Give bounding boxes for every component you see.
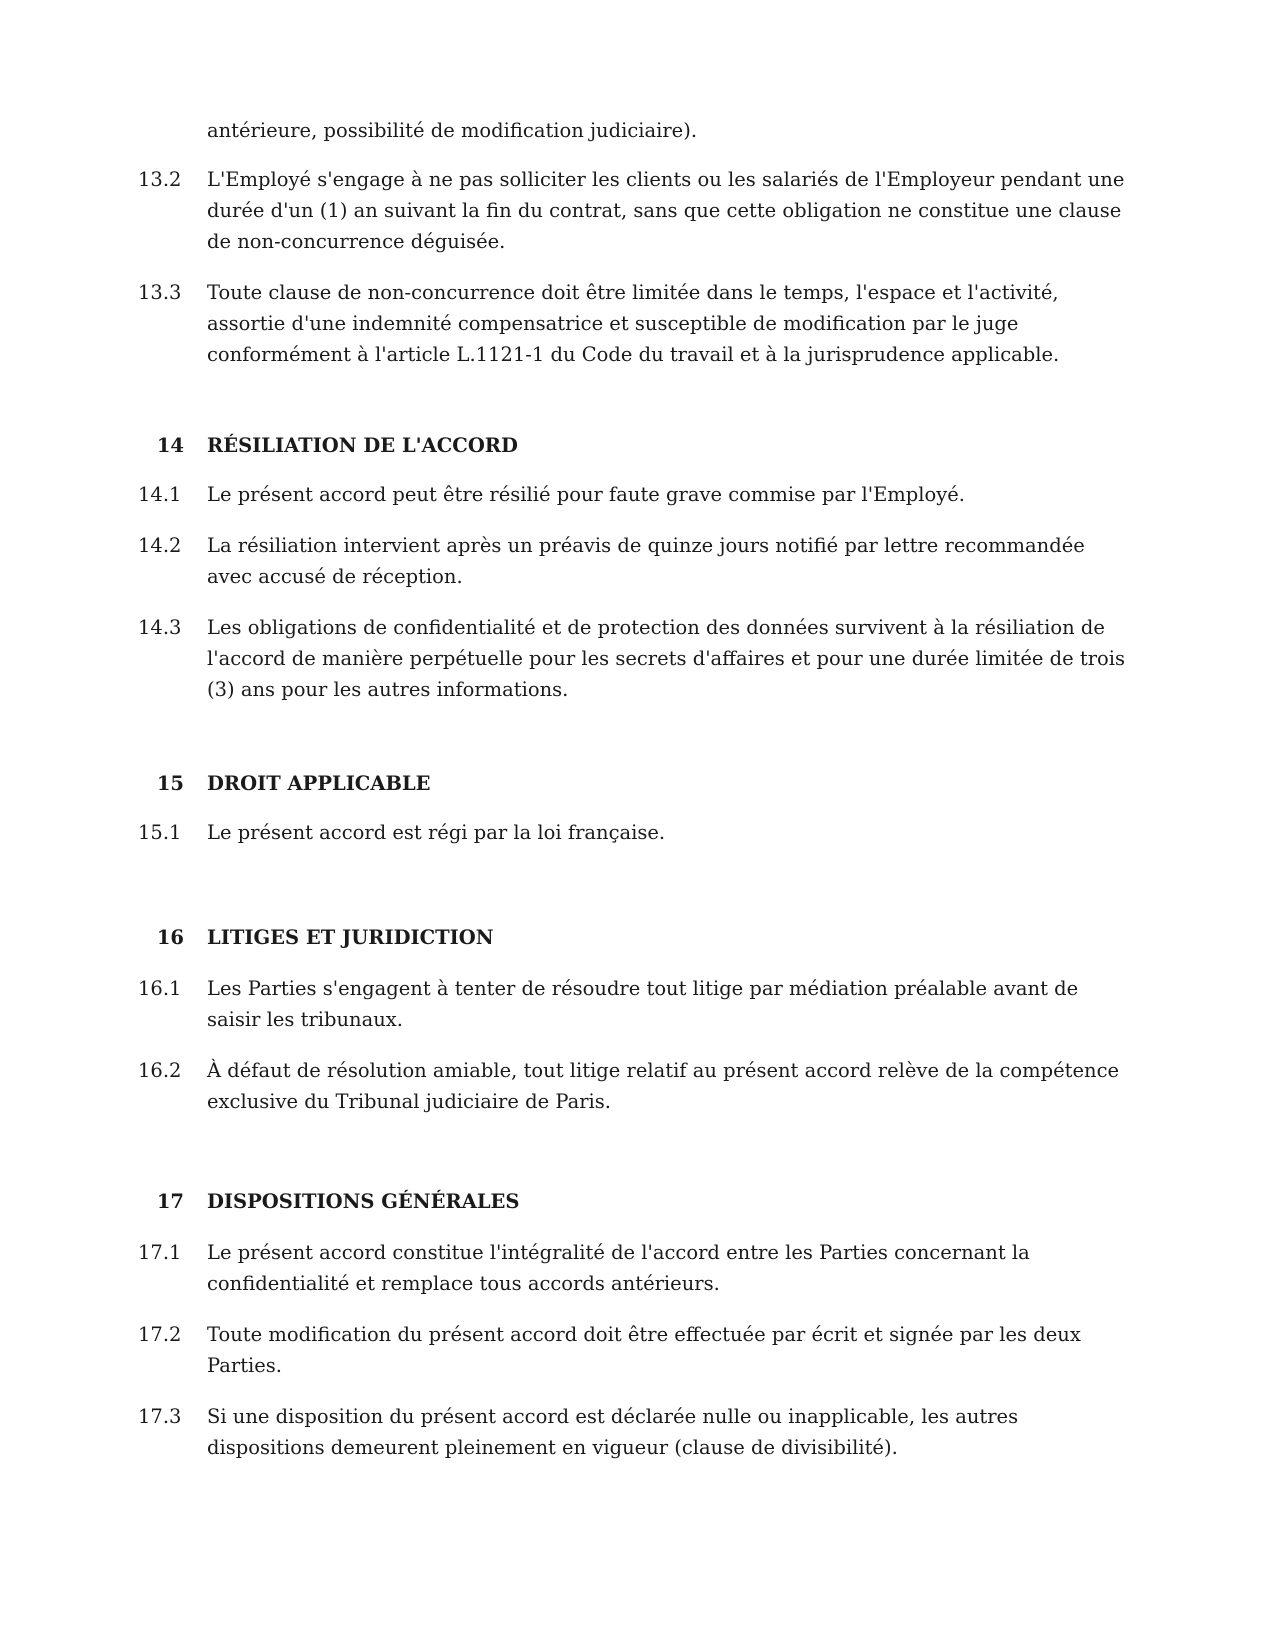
clause-text: Le présent accord est régi par la loi française. (207, 821, 666, 844)
clause-text: Le présent accord constitue l'intégralité de l'accord entre les Parties concernant la confidentialité et remplace tous accords antérieurs. (207, 1241, 1030, 1295)
section-title: DROIT APPLICABLE (207, 772, 431, 795)
section-number: 17 (156, 1190, 184, 1213)
clause-text: Toute modification du présent accord doit être effectuée par écrit et signée par les deux Parties. (207, 1323, 1081, 1377)
clause-number: 13.2 (138, 168, 182, 191)
section-number: 16 (156, 926, 184, 949)
clause-text: L'Employé s'engage à ne pas solliciter les clients ou les salariés de l'Employeur pendant une durée d'un (1) an suivant la fin du contrat, sans que cette obligation ne constitue une clause de non-concurrence déguisée. (207, 168, 1125, 253)
clause-number: 14.2 (138, 534, 182, 557)
section-title: RÉSILIATION DE L'ACCORD (207, 434, 518, 457)
section-title: DISPOSITIONS GÉNÉRALES (207, 1190, 520, 1213)
clause-text: Toute clause de non-concurrence doit être limitée dans le temps, l'espace et l'activité, assortie d'une indemnité compensatrice et susceptible de modification par le juge conformément à l'article L.1121-1 du Code du travail et à la jurisprudence applicable. (207, 281, 1060, 366)
clause-number: 14.1 (138, 483, 182, 506)
clause-number: 14.3 (138, 616, 182, 639)
clause-number: 17.2 (138, 1323, 182, 1346)
clause-text: Le présent accord peut être résilié pour faute grave commise par l'Employé. (207, 483, 966, 506)
clause-number: 15.1 (138, 821, 182, 844)
clause-text: La résiliation intervient après un préavis de quinze jours notifié par lettre recommandée avec accusé de réception. (207, 534, 1085, 588)
section-title: LITIGES ET JURIDICTION (207, 926, 494, 949)
clause-text: Si une disposition du présent accord est déclarée nulle ou inapplicable, les autres dispositions demeurent pleinement en vigueur (clause de divisibilité). (207, 1405, 1019, 1459)
clause-text: À défaut de résolution amiable, tout litige relatif au présent accord relève de la compétence exclusive du Tribunal judiciaire de Paris. (207, 1059, 1120, 1113)
clause-text: Les Parties s'engagent à tenter de résoudre tout litige par médiation préalable avant de saisir les tribunaux. (207, 977, 1079, 1031)
clause-number: 13.3 (138, 281, 182, 304)
clause-number: 17.1 (138, 1241, 182, 1264)
clause-text: Les obligations de confidentialité et de protection des données survivent à la résiliation de l'accord de manière perpétuelle pour les secrets d'affaires et pour une durée limitée de trois (3) ans pour les autres informations. (207, 616, 1126, 701)
clause-number: 16.2 (138, 1059, 182, 1082)
clause-number: 16.1 (138, 977, 182, 1000)
continuation-text: antérieure, possibilité de modification judiciaire). (207, 119, 698, 142)
section-number: 15 (156, 772, 184, 795)
clause-number: 17.3 (138, 1405, 182, 1428)
section-number: 14 (156, 434, 184, 457)
